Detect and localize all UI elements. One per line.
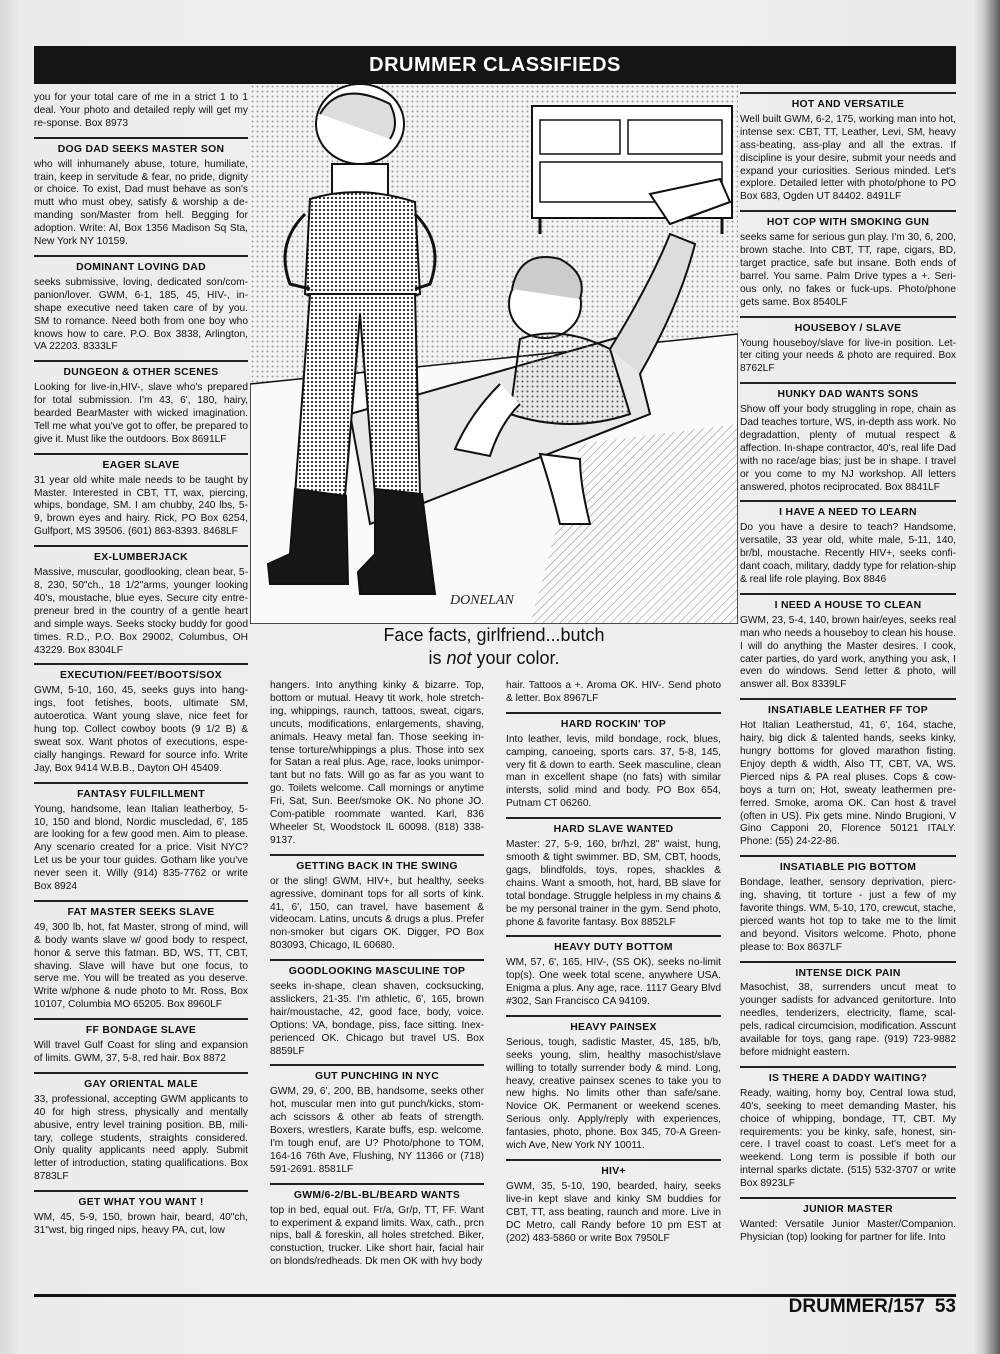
- ad-title: HOT AND VERSATILE: [791, 99, 905, 110]
- ad-title: GUT PUNCHING IN NYC: [314, 1071, 440, 1083]
- page-number: 53: [934, 1296, 956, 1317]
- classified-ad: [34, 545, 248, 657]
- classified-ad: [740, 1197, 956, 1245]
- classified-ad: [740, 210, 956, 309]
- ad-body: Will travel Gulf Coast for sling and expansion of limits. GWM, 37, 5-8, red hair. Box 8872: [34, 1040, 248, 1064]
- ad-title: INSATIABLE LEATHER FF TOP: [768, 705, 928, 717]
- ad-body: seeks submissive, loving, dedicated son/com-panion/lover. GWM, 6-1, 185, 45, HIV-, in-shape executive need taken care of by you. SM to romance. Need both from one boy who knows how to care. P.O. Box 3838, Arlington, VA 22203. 8333LF: [34, 276, 248, 353]
- header-title: DRUMMER CLASSIFIEDS: [369, 53, 621, 76]
- illustration-caption: [250, 624, 738, 670]
- classified-ad: [506, 935, 721, 1009]
- ad-title: HUNKY DAD WANTS SONS: [777, 389, 919, 401]
- ad-title: EX-LUMBERJACK: [94, 552, 188, 564]
- classified-ad: [506, 680, 721, 706]
- caption-emphasis: not: [446, 648, 472, 668]
- classified-ad: [740, 500, 956, 586]
- ad-body: who will inhumanely abuse, toture, humiliate, train, keep in servitude & fear, no pride, dignity or choice. To exist, Dad must behave as son's mutt who must obey, satisfy & worship a de-manding son/Master from hell. Begging for adoption. Write: Al, Box 1356 Madison Sq Sta, New York NY 10159.: [34, 158, 248, 248]
- ad-title: JUNIOR MASTER: [803, 1204, 893, 1216]
- classified-ad: [270, 1183, 484, 1269]
- classified-ad: [506, 712, 721, 811]
- ad-title: GAY ORIENTAL MALE: [84, 1078, 198, 1090]
- ad-title: IS THERE A DADDY WAITING?: [768, 1072, 928, 1084]
- ad-title: HEAVY DUTY BOTTOM: [554, 942, 673, 954]
- ad-body: 33, professional, accepting GWM applicants to 40 for high stress, physically and mentally abusive, entry level training position. BB, mili-tary, college students, straights considered. Only quality applicants need apply. Submit letter of introduction, stating qualifications. Box 8783LF: [34, 1093, 248, 1183]
- ad-title: I HAVE A NEED TO LEARN: [779, 507, 917, 519]
- ad-body: or the sling! GWM, HIV+, but healthy, seeks agressive, dominant tops for all sorts of kink. 41, 6', 150, can travel, have basement & videocam. Latins, uncuts & drugs a plus. Prefer non-smoker but cigars OK. Digger, PO Box 803093, Chicago, IL 60680.: [270, 875, 484, 952]
- ad-title: EAGER SLAVE: [102, 459, 180, 471]
- classified-ad: [740, 593, 956, 692]
- magazine-issue: DRUMMER/157: [788, 1296, 925, 1317]
- classified-ad: [34, 453, 248, 539]
- ad-title: HOUSEBOY / SLAVE: [794, 322, 902, 334]
- ad-title: DOG DAD SEEKS MASTER SON: [57, 143, 225, 155]
- ad-title: HARD SLAVE WANTED: [553, 824, 674, 836]
- ad-title: FF BONDAGE SLAVE: [85, 1025, 197, 1037]
- caption-line-2-end: your color.: [471, 648, 560, 668]
- classified-ad: [270, 854, 484, 953]
- classified-ad: [740, 698, 956, 849]
- ad-title: I NEED A HOUSE TO CLEAN: [774, 599, 922, 611]
- ad-title: FANTASY FULFILLMENT: [77, 788, 205, 800]
- ad-body: Hot Italian Leatherstud, 41, 6', 164, stache, hairy, big dick & talented hands, seeks kinky, hungry bottoms for gloved marathon fisting. Enjoy depth & width, Also TT, CBT, VA, WS. Pierced nips & PA real pluses. Cops & cow-boys a turn on; Hot, sweaty leathermen pre-ferred. Smoke, aroma OK. Can host & travel (often in US). Pix gets mine. Nindo Brugioni, V Gino Capponi 20, Florence 50121 ITALY. Phone: (55) 24-22-86.: [740, 720, 956, 848]
- ad-title: FAT MASTER SEEKS SLAVE: [67, 906, 215, 918]
- classified-ad: [34, 92, 248, 131]
- ad-body: Wanted: Versatile Junior Master/Companion. Physician (top) looking for partner for life. Into: [740, 1218, 956, 1243]
- ad-body: GWM, 29, 6', 200, BB, handsome, seeks other hot, muscular men into gut punch/kicks, stom-ach scissors & other ab feats of strength. Boxers, wrestlers, Karate buffs, esp. welcome. I'm tough enuf, are U? Photo/phone to TOM, 164-16 76th Ave, Flushing, NY 11366 or (718) 591-2691. 8581LF: [270, 1086, 484, 1175]
- classified-ad: [506, 1159, 721, 1245]
- column-4: [740, 92, 956, 1251]
- folio: [789, 1296, 956, 1318]
- classified-ad: [270, 680, 484, 848]
- classified-ad: [34, 137, 248, 249]
- page-edge-shadow: [972, 0, 1000, 1354]
- classified-ad: [740, 382, 956, 494]
- ad-body: Master: 27, 5-9, 160, br/hzl, 28" waist, hung, smooth & tight swimmer. BD, SM, CBT, hoods, gags, blindfolds, toys, ropes, shackles & chains. Want a smooth, hot, hard, BB slave for total bondage. Struggle helpless in my chains & be my personal trainer in the gym. Send photo, phone & favorite fantasy. Box 8852LF: [506, 839, 721, 928]
- ad-body: Serious, tough, sadistic Master, 45, 185, b/b, seeks young, slim, healthy masochist/slave willing to totally surrender body & mind. Long, heavy, creative painsex scenes to take you to new highs. No limits other than safe/sane. Novice OK. Permanent or weekend scenes. Serious only. Apply/reply with experiences, fantasies, photo, phone. Box 345, 70-A Green-wich Ave, New York NY 10011.: [506, 1036, 721, 1152]
- ad-title: DOMINANT LOVING DAD: [76, 261, 206, 273]
- column-2: [270, 680, 484, 1275]
- ad-body: WM, 57, 6', 165, HIV-, (SS OK), seeks no-limit top(s). One week total scene, anywhere USA. Enigma a plus. Any age, race. 1117 Geary Blvd #302, San Francisco CA 94109.: [506, 957, 721, 1008]
- classified-ad: [740, 855, 956, 954]
- ad-body: Into leather, levis, mild bondage, rock, blues, camping, canoeing, sports cars. 37, 5-8, 145, very fit & down to earth. Seek masculine, clean man in excellent shape (no fats) with similar intersts, solid mind and body. PO Box 654, Putnam CT 06260.: [506, 733, 721, 810]
- ad-body: GWM, 5-10, 160, 45, seeks guys into hang-ings, foot fetishes, boots, ultimate SM, autoerotica. Want young slave, nice feet for hung top. Collect cowboy boots (9 1/2 B) & sweat sox. Want photos of executions, espe-cially hangings. Reward for source info. Write Jay, Box 9414 W.B.B., Dayton OH 45409.: [34, 685, 248, 774]
- ad-title: INTENSE DICK PAIN: [795, 967, 901, 979]
- ad-title: HARD ROCKIN' TOP: [560, 718, 667, 730]
- classified-ad: [270, 959, 484, 1058]
- ad-title: GOODLOOKING MASCULINE TOP: [288, 966, 466, 978]
- classified-ad: [34, 360, 248, 446]
- ad-body: Massive, muscular, goodlooking, clean bear, 5-8, 230, 50"ch., 18 1/2"arms, younger looking 40's, moustache, blue eyes. Secure city entre-preneur bred in the country of a gentle heart and simple ways. Seeks stocky buddy for good times. R.D., P.O. Box 29002, Columbus, OH 43229. Box 8304LF: [34, 567, 248, 656]
- ad-title: EXECUTION/FEET/BOOTS/SOX: [60, 670, 222, 682]
- classified-ad: [506, 817, 721, 929]
- ad-body: GWM, 23, 5-4, 140, brown hair/eyes, seeks real man who needs a houseboy to clean his house. I will do anything the Master desires. I cook, cater parties, do yard work, anything you ask, I even do windows. Send letter & photo, will answer all. Box 8339LF: [740, 614, 956, 691]
- caption-line-1: Face facts, girlfriend...butch: [383, 625, 605, 645]
- ad-body: you for your total care of me in a strict 1 to 1 deal. Your photo and detailed reply will get my re-sponse. Box 8973: [34, 92, 248, 129]
- caption-line-2-start: is: [428, 648, 447, 668]
- classified-ad: [34, 1072, 248, 1184]
- ad-body: Bondage, leather, sensory deprivation, pierc-ing, shaving, tit torture - just a few of my favorite things. WM, 5-10, 170, crewcut, stache, pierced wants hot top to take me to the limit and beyond. Visitors welcome. Photo, phone please to: Box 8637LF: [740, 877, 956, 953]
- ad-title: INSATIABLE PIG BOTTOM: [779, 862, 917, 874]
- page-header: [34, 46, 956, 84]
- classified-ad: [740, 316, 956, 377]
- classified-ad: [34, 1190, 248, 1238]
- classified-ad: [506, 1015, 721, 1153]
- ad-title: HOT COP WITH SMOKING GUN: [766, 217, 930, 229]
- ad-body: seeks same for serious gun play. I'm 30, 6, 200, brown stache. Into CBT, TT, rape, cigars, BD, target practice, safe but insane. Both ends of barrel. You same. Palm Drive types a +. Seri-ous only, no fakes or fuck-ups. Photo/phone gets same. Box 8540LF: [740, 232, 956, 308]
- artist-signature: DONELAN: [450, 593, 514, 608]
- ad-title: HIV+: [601, 1166, 626, 1177]
- ad-title: GETTING BACK IN THE SWING: [296, 860, 458, 872]
- classified-ad: [34, 663, 248, 775]
- ad-body: GWM, 35, 5-10, 190, bearded, hairy, seeks live-in kept slave and kinky SM buddies for CBT, TT, ass beating, raunch and more. Live in DC Metro, call Randy before 10 pm EST at (202) 483-5860 or write Box 7950LF: [506, 1180, 721, 1244]
- ad-title: DUNGEON & OTHER SCENES: [63, 367, 219, 379]
- classified-ad: [270, 1064, 484, 1176]
- cartoon-illustration: [250, 84, 738, 624]
- ad-body: 49, 300 lb, hot, fat Master, strong of mind, will & body wants slave w/ good body to respect, honor & serve this fatman. BD, WS, TT, CBT, shaving. Slave will have but one focus, to serve me. You will be treated as you deserve. Write w/phone & nude photo to Mr. Ross, Box 10107, Columbia MO 65205. Box 8960LF: [34, 921, 248, 1011]
- ad-body: WM, 45, 5-9, 150, brown hair, beard, 40"ch, 31"wst, big ringed nips, heavy PA, cut, low: [34, 1212, 248, 1236]
- ad-body: Young, handsome, lean Italian leatherboy, 5-10, 150 and blond, Nordic muscledad, 6', 185 are looking for a few good men. Aim to please. Any scenario created for a price. Visit NYC? Let us be your tour guides. Gotham like you've never seen it. Willy (914) 835-7762 or write Box 8924: [34, 803, 248, 893]
- ad-body: Do you have a desire to teach? Handsome, versatile, 33 year old, white male, 5-11, 140, br/bl, moustache. Recently HIV+, seeks confi-dant coach, military, daddy type for relation-ship & real life role playing. Box 8846: [740, 522, 956, 585]
- ad-body: hangers. Into anything kinky & bizarre. Top, bottom or mutual. Heavy tit work, hole stretch-ing, whippings, raunch, tattoos, sweat, cigars, uncuts, modifications, enlargements, shaving, animals. Heavy metal fan. Those seeking in-tense torture/whippings a plus. Those into sex for Satan a real plus. Age, race, looks unimpor-tant but no fats. Will go as far as you want to go. Toilets welcome. Call mornings or anytime Fri, Sat, Sun. Beer/smoke OK. No phone JO. Com-patible roommate wanted. Karl, 836 Wheeler St, Woodstock IL 60098. (818) 338-9137.: [270, 680, 484, 846]
- classified-ad: [740, 1066, 956, 1191]
- ad-title: GWM/6-2/BL-BL/BEARD WANTS: [293, 1189, 461, 1201]
- ad-body: top in bed, equal out. Fr/a, Gr/p, TT, FF. Want to experiment & expand limits. Wax, cath., prcn nips, ball & foreskin, all holes stretched. Biker, constuction, trucker. Like short hair, facial hair on blonds/redheads. Dk men OK with hvy body: [270, 1204, 484, 1268]
- ad-body: hair. Tattoos a +. Aroma OK. HIV-. Send photo & letter. Box 8967LF: [506, 680, 721, 704]
- ad-body: Masochist, 38, surrenders uncut meat to younger sadists for advanced genitorture. Into needles, tenderizers, electricity, flame, scal-pels, radical circumcision, modification. Asscunt available for toys, gang rape. (919) 723-9882 before midnight eastern.: [740, 982, 956, 1058]
- classified-ad: [34, 255, 248, 354]
- ad-body: Young houseboy/slave for live-in position. Let-ter citing your needs & photo are required. Box 8762LF: [740, 337, 956, 375]
- column-3: [506, 680, 721, 1251]
- dresser: [532, 106, 732, 234]
- ad-title: GET WHAT YOU WANT !: [78, 1197, 204, 1209]
- ad-body: Looking for live-in,HIV-, slave who's prepared for total submission. I'm 43, 6', 180, hairy, bearded BearMaster with wicked imagination. Tell me what you've got to offer, be prepared to give it. Must like the outdoors. Box 8691LF: [34, 382, 248, 445]
- ad-body: 31 year old white male needs to be taught by Master. Interested in CBT, TT, wax, piercing, whips, bondage, SM. I am chubby, 240 lbs, 5-9, brown eyes and hairy. Rick, PO Box 6254, Gulfport, MS 39506. (601) 863-8393. 8468LF: [34, 474, 248, 538]
- classified-ad: [34, 782, 248, 894]
- ad-body: Well built GWM, 6-2, 175, working man into hot, intense sex: CBT, TT, Leather, Levi, SM, heavy ass-beating, ass-play and all the extras. If discipline is your desire, submit your needs and expand your curiosities. Serious minded. Let's explore. Detailed letter with photo/phone to PO Box 683, Ogden UT 84402. 8491LF: [740, 113, 956, 203]
- classified-ad: [740, 961, 956, 1060]
- ad-title: HEAVY PAINSEX: [570, 1021, 657, 1033]
- classified-ad: [34, 900, 248, 1012]
- classified-ad: [740, 92, 956, 204]
- ad-body: Show off your body struggling in rope, chain as Dad teaches torture, WS, in-depth ass work. No degradattion, plenty of mutual respect & affection. In-shape contractor, 40's, real life Dad with no race/age bias; just be in shape. I travel or you come to my NJ workshop. All letters answered, photos reciprocated. Box 8841LF: [740, 404, 956, 493]
- ad-body: Ready, waiting, horny boy, Central Iowa stud, 40's, seeking to meet demanding Master, his choice of whipping, bondage, TT, CBT. My requirements: you be kinky, safe, honest, sin-cere. I travel coast to coast. Let's meet for a weekend. Long term is possible if both our internal sparks dictate. (515) 532-3707 or write Box 8923LF: [740, 1087, 956, 1190]
- column-1: [34, 92, 248, 1244]
- ad-body: seeks in-shape, clean shaven, cocksucking, asslickers, 21-35. I'm athletic, 6', 165, brown hair/moustache, 42, good face, body, voice. Options: VA, bondage, piss, face sitting. Inex-perienced OK. Chicago but travel US. Box 8859LF: [270, 981, 484, 1057]
- classified-ad: [34, 1018, 248, 1066]
